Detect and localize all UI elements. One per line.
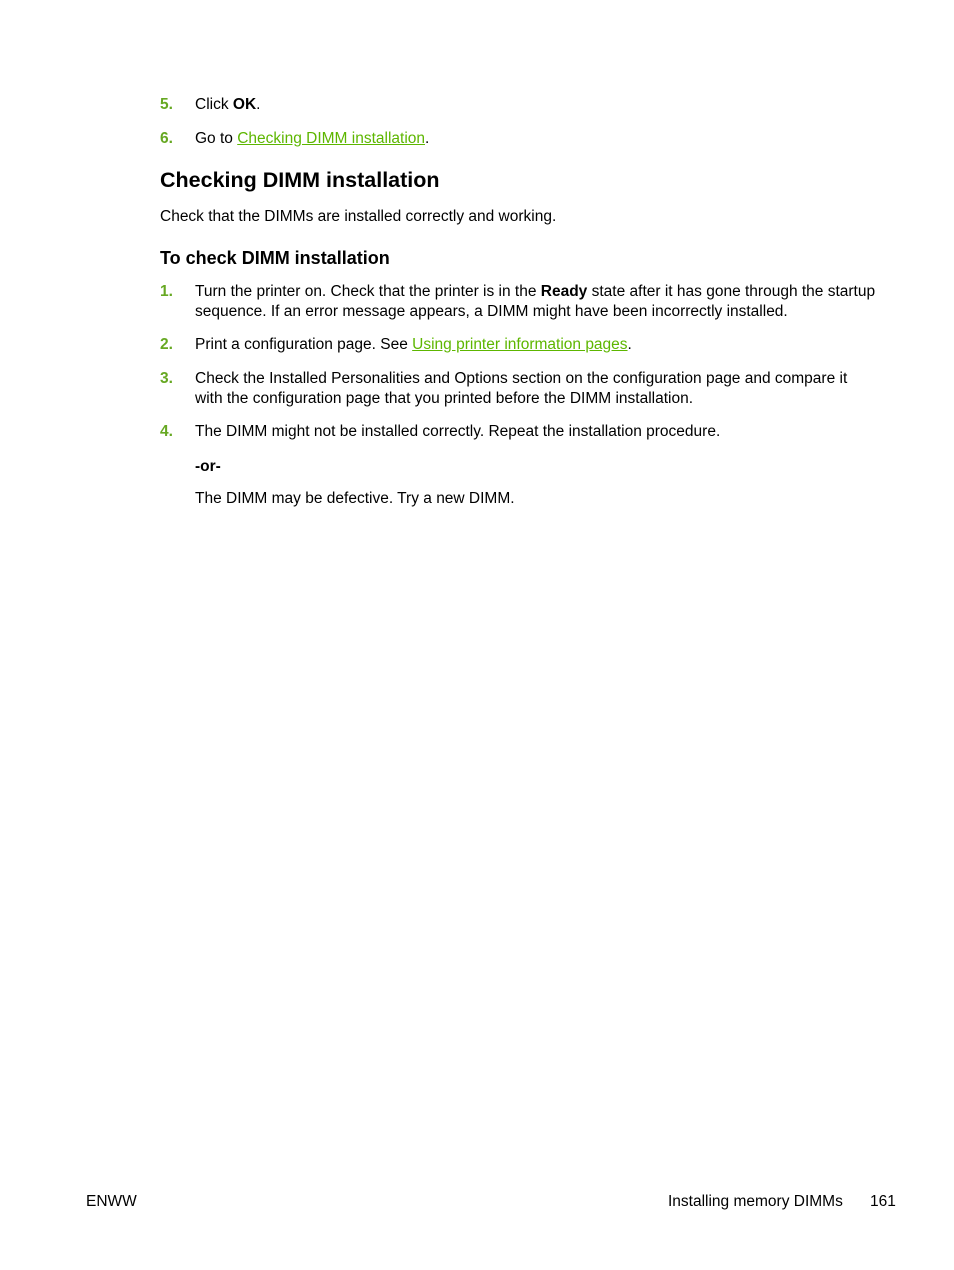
step-text: Click OK. xyxy=(195,96,261,113)
step-number: 1. xyxy=(160,283,173,300)
ready-label: Ready xyxy=(540,283,588,300)
section-title: Checking DIMM installation xyxy=(160,168,440,192)
step-text xyxy=(195,282,895,322)
step-line: sequence. If an error message appears, a DIMM might have been incorrectly installed. xyxy=(195,303,788,320)
alternative-text: The DIMM may be defective. Try a new DIMM. xyxy=(195,490,515,507)
step-line: Check the Installed Personalities and Options section on the configuration page and compare it xyxy=(195,370,848,387)
step-text xyxy=(195,369,895,409)
footer-page-number: 161 xyxy=(870,1193,896,1210)
checking-dimm-installation-link[interactable]: Checking DIMM installation xyxy=(237,130,426,147)
step-text: Go to Checking DIMM installation. xyxy=(195,130,430,147)
step-text: The DIMM might not be installed correctly. Repeat the installation procedure. xyxy=(195,423,721,440)
footer-chapter-title: Installing memory DIMMs xyxy=(668,1193,843,1210)
step-number: 4. xyxy=(160,423,173,440)
ok-label: OK xyxy=(232,96,257,113)
step-number: 3. xyxy=(160,370,173,387)
using-printer-information-pages-link[interactable]: Using printer information pages xyxy=(412,336,628,353)
step-line: with the configuration page that you printed before the DIMM installation. xyxy=(195,390,694,407)
step-number: 6. xyxy=(160,130,173,147)
procedure-title: To check DIMM installation xyxy=(160,248,390,268)
step-text: Print a configuration page. See Using printer information pages. xyxy=(195,336,632,353)
section-intro: Check that the DIMMs are installed correctly and working. xyxy=(160,208,557,225)
footer-left-label: ENWW xyxy=(86,1193,137,1210)
step-line: Turn the printer on. Check that the printer is in the Ready state after it has gone through the startup xyxy=(195,283,876,300)
step-number: 2. xyxy=(160,336,173,353)
step-number: 5. xyxy=(160,96,173,113)
or-separator: -or- xyxy=(195,458,221,475)
